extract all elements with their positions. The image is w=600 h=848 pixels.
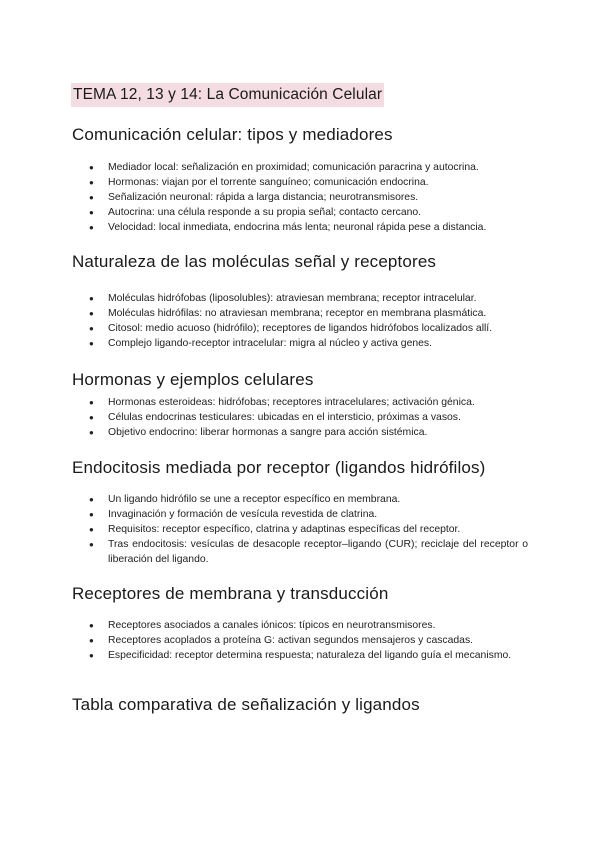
bullet-icon: ● — [89, 621, 94, 630]
list-item: ● Autocrina: una célula responde a su propia señal; contacto cercano. — [89, 207, 422, 218]
bullet-icon: ● — [89, 398, 94, 407]
document-title: TEMA 12, 13 y 14: La Comunicación Celular — [71, 83, 384, 107]
section-endocitosis — [72, 457, 528, 567]
bullet-icon: ● — [89, 651, 94, 660]
list-item: ● Requisitos: receptor específico, clatrina y adaptinas específicas del receptor. — [89, 524, 461, 535]
bullet-list — [72, 160, 528, 235]
list-item: ● Moléculas hidrófilas: no atraviesan membrana; receptor en membrana plasmática. — [89, 308, 487, 319]
bullet-icon: ● — [89, 294, 94, 303]
bullet-icon: ● — [89, 495, 94, 504]
list-item: ● Objetivo endocrino: liberar hormonas a sangre para acción sistémica. — [89, 427, 428, 438]
list-item: ● Velocidad: local inmediata, endocrina más lenta; neuronal rápida pese a distancia. — [89, 222, 487, 233]
bullet-icon: ● — [89, 413, 94, 422]
list-item: ● Células endocrinas testiculares: ubicadas en el intersticio, próximas a vasos. — [89, 412, 461, 423]
list-item: ● Receptores asociados a canales iónicos: típicos en neurotransmisores. — [89, 620, 436, 631]
section-comunicacion-celular — [72, 124, 528, 235]
bullet-icon: ● — [89, 540, 94, 549]
bullet-icon: ● — [89, 193, 94, 202]
bullet-icon: ● — [89, 428, 94, 437]
list-item: ● Mediador local: señalización en proximidad; comunicación paracrina y autocrina. — [89, 162, 479, 173]
section-heading: Naturaleza de las moléculas señal y receptores — [72, 252, 437, 271]
bullet-icon: ● — [89, 324, 94, 333]
section-heading: Hormonas y ejemplos celulares — [72, 370, 314, 389]
list-item: ● Un ligando hidrófilo se une a receptor específico en membrana. — [89, 494, 401, 505]
bullet-icon: ● — [89, 223, 94, 232]
bullet-list — [72, 395, 528, 440]
list-item: ● Especificidad: receptor determina respuesta; naturaleza del ligando guía el mecanismo. — [89, 650, 512, 661]
bullet-icon: ● — [89, 208, 94, 217]
bullet-icon: ● — [89, 178, 94, 187]
list-item: ● Receptores acoplados a proteína G: activan segundos mensajeros y cascadas. — [89, 635, 474, 646]
bullet-icon: ● — [89, 636, 94, 645]
section-heading: Endocitosis mediada por receptor (ligandos hidrófilos) — [72, 458, 486, 477]
section-naturaleza-moleculas — [72, 251, 528, 351]
bullet-icon: ● — [89, 525, 94, 534]
list-item: ● Hormonas: viajan por el torrente sanguíneo; comunicación endocrina. — [89, 177, 429, 188]
section-receptores-membrana — [72, 583, 528, 663]
section-heading: Tabla comparativa de señalización y ligandos — [72, 695, 420, 714]
section-heading: Comunicación celular: tipos y mediadores — [72, 125, 393, 144]
section-heading: Receptores de membrana y transducción — [72, 584, 389, 603]
bullet-list — [72, 618, 528, 663]
bullet-icon: ● — [89, 510, 94, 519]
list-item: ● Complejo ligando-receptor intracelular: migra al núcleo y activa genes. — [89, 338, 433, 349]
list-item: ● Señalización neuronal: rápida a larga distancia; neurotransmisores. — [89, 192, 419, 203]
section-hormonas — [72, 369, 528, 440]
list-item: ● Citosol: medio acuoso (hidrófilo); receptores de ligandos hidrófobos localizados allí. — [89, 323, 493, 334]
bullet-list — [72, 291, 528, 351]
bullet-icon: ● — [89, 309, 94, 318]
bullet-list — [72, 492, 528, 567]
bullet-icon: ● — [89, 163, 94, 172]
section-tabla-comparativa — [72, 694, 528, 716]
bullet-icon: ● — [89, 339, 94, 348]
list-item: ● Tras endocitosis: vesículas de desacople receptor–ligando (CUR); reciclaje del receptor o liberación del ligando. — [89, 539, 528, 565]
list-item: ● Hormonas esteroideas: hidrófobas; receptores intracelulares; activación génica. — [89, 397, 475, 408]
list-item: ● Moléculas hidrófobas (liposolubles): atraviesan membrana; receptor intracelular. — [89, 293, 477, 304]
list-item: ● Invaginación y formación de vesícula revestida de clatrina. — [89, 509, 378, 520]
